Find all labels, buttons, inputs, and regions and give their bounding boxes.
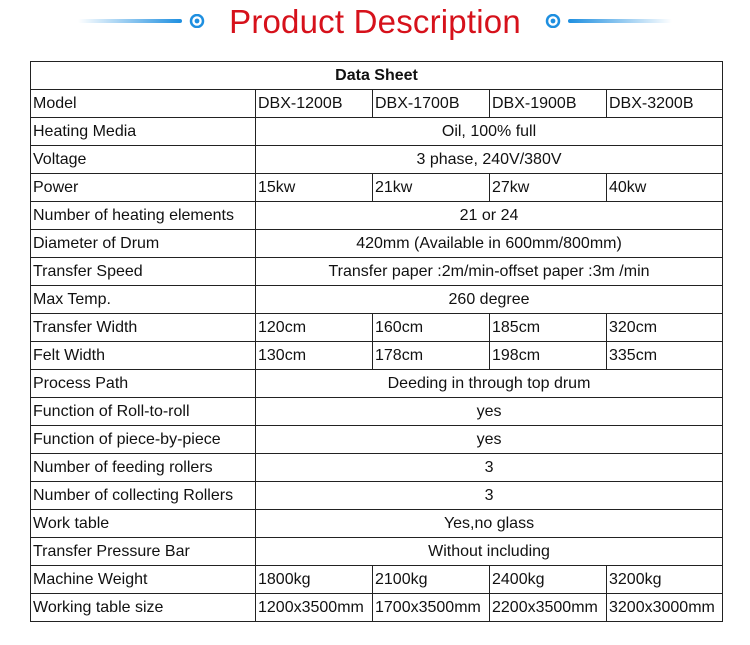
table-row [31, 370, 723, 398]
page-title: Product Description [229, 3, 521, 40]
table-row [31, 454, 723, 482]
table-row [31, 594, 723, 622]
row-value-cell: 1700x3500mm [373, 594, 490, 622]
row-value-cell: 335cm [607, 342, 723, 370]
table-row [31, 314, 723, 342]
table-title-row [31, 62, 723, 90]
row-value-cell: 178cm [373, 342, 490, 370]
data-sheet-table [30, 61, 723, 622]
row-label: Machine Weight [31, 566, 256, 594]
row-label: Work table [31, 510, 256, 538]
row-label: Function of Roll-to-roll [31, 398, 256, 426]
row-label: Diameter of Drum [31, 230, 256, 258]
table-row [31, 398, 723, 426]
row-label: Model [31, 90, 256, 118]
row-value-cell: 185cm [490, 314, 607, 342]
table-row [31, 258, 723, 286]
page-header [0, 0, 750, 44]
table-row [31, 230, 723, 258]
row-value-merged: 3 [256, 482, 723, 510]
row-label: Voltage [31, 146, 256, 174]
row-value-cell: 27kw [490, 174, 607, 202]
row-value-cell: 160cm [373, 314, 490, 342]
row-value-merged: 3 [256, 454, 723, 482]
table-row [31, 286, 723, 314]
row-value-merged: Yes,no glass [256, 510, 723, 538]
row-value-merged: Without including [256, 538, 723, 566]
table-row [31, 566, 723, 594]
row-value-merged: yes [256, 426, 723, 454]
row-value-cell: 3200x3000mm [607, 594, 723, 622]
row-label: Function of piece-by-piece [31, 426, 256, 454]
table-row [31, 202, 723, 230]
row-value-cell: DBX-1200B [256, 90, 373, 118]
row-value-merged: Transfer paper :2m/min-offset paper :3m /min [256, 258, 723, 286]
table-row [31, 174, 723, 202]
row-value-merged: 260 degree [256, 286, 723, 314]
row-value-cell: 21kw [373, 174, 490, 202]
row-value-cell: DBX-1900B [490, 90, 607, 118]
row-label: Max Temp. [31, 286, 256, 314]
row-label: Felt Width [31, 342, 256, 370]
table-row [31, 426, 723, 454]
row-label: Working table size [31, 594, 256, 622]
row-value-merged: 3 phase, 240V/380V [256, 146, 723, 174]
row-label: Number of feeding rollers [31, 454, 256, 482]
row-value-cell: 3200kg [607, 566, 723, 594]
row-label: Number of collecting Rollers [31, 482, 256, 510]
row-label: Power [31, 174, 256, 202]
table-row [31, 146, 723, 174]
row-value-merged: yes [256, 398, 723, 426]
table-row [31, 510, 723, 538]
row-value-cell: 15kw [256, 174, 373, 202]
row-value-cell: 2400kg [490, 566, 607, 594]
row-value-cell: 320cm [607, 314, 723, 342]
row-value-cell: 2100kg [373, 566, 490, 594]
table-row [31, 482, 723, 510]
row-label: Transfer Pressure Bar [31, 538, 256, 566]
row-value-cell: 2200x3500mm [490, 594, 607, 622]
row-value-cell: 1200x3500mm [256, 594, 373, 622]
row-value-cell: 120cm [256, 314, 373, 342]
row-label: Number of heating elements [31, 202, 256, 230]
table-row [31, 342, 723, 370]
row-value-merged: Oil, 100% full [256, 118, 723, 146]
row-label: Process Path [31, 370, 256, 398]
table-title: Data Sheet [31, 62, 723, 90]
table-row [31, 118, 723, 146]
row-value-merged: Deeding in through top drum [256, 370, 723, 398]
row-label: Heating Media [31, 118, 256, 146]
row-value-merged: 21 or 24 [256, 202, 723, 230]
table-row [31, 90, 723, 118]
table-row [31, 538, 723, 566]
row-value-cell: DBX-1700B [373, 90, 490, 118]
row-label: Transfer Width [31, 314, 256, 342]
right-ornament-icon [542, 14, 672, 28]
row-value-merged: 420mm (Available in 600mm/800mm) [256, 230, 723, 258]
row-label: Transfer Speed [31, 258, 256, 286]
row-value-cell: DBX-3200B [607, 90, 723, 118]
row-value-cell: 40kw [607, 174, 723, 202]
row-value-cell: 130cm [256, 342, 373, 370]
row-value-cell: 198cm [490, 342, 607, 370]
row-value-cell: 1800kg [256, 566, 373, 594]
